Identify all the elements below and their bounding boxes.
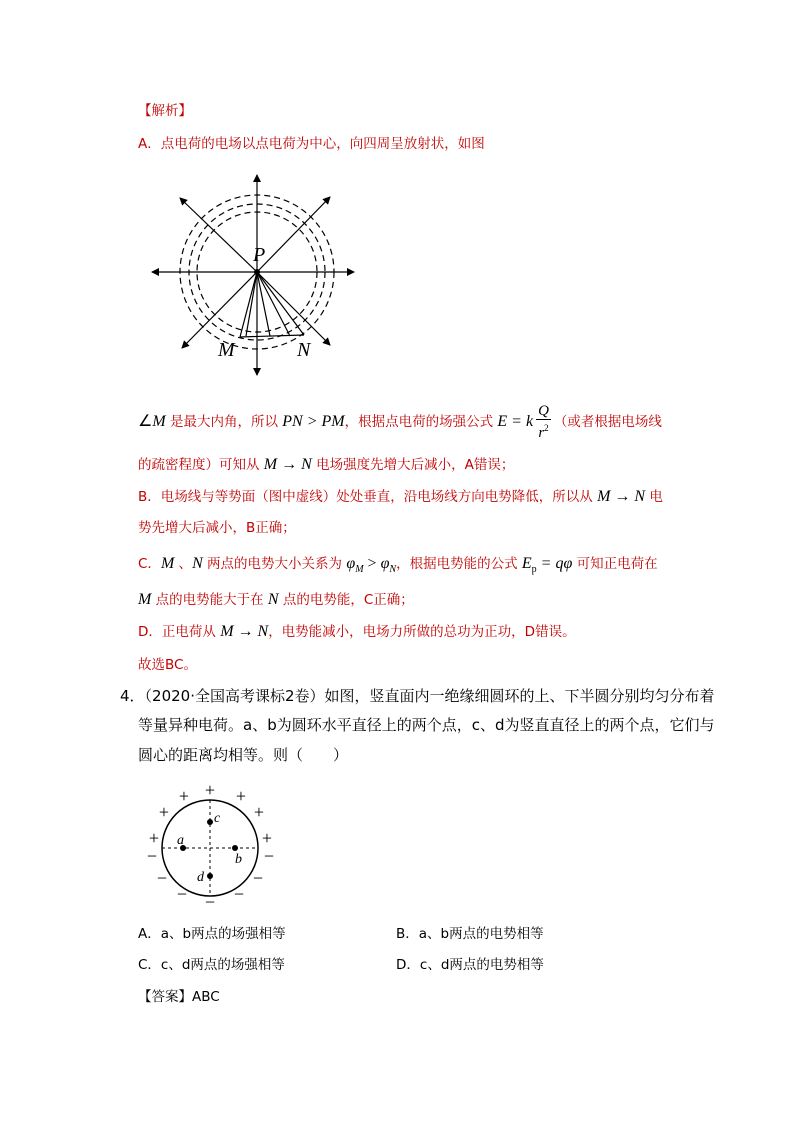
fraction-q-r2: $\frac{Q}{r^2}$: [538, 403, 549, 441]
analysis-line-1: [138, 403, 662, 441]
charged-ring-figure: [140, 780, 290, 910]
subscript-n: N: [389, 564, 397, 575]
text: B．电场线与等势面（图中虚线）处处垂直，沿电场线方向电势降低，所以从: [138, 489, 598, 505]
fraction-numerator: Q: [538, 403, 549, 419]
label-b: b: [235, 852, 242, 867]
formula-e-k: E = k: [497, 413, 534, 430]
svg-text:−: −: [204, 892, 216, 910]
text: 是最大内角，所以: [165, 414, 283, 430]
math-m: M: [138, 591, 152, 608]
svg-text:−: −: [156, 868, 168, 888]
svg-text:+: +: [261, 828, 273, 848]
math-m-to-n: M → N: [220, 623, 269, 640]
label-c: c: [214, 811, 221, 826]
text: 点的电势能大于在: [151, 592, 268, 608]
option-c-line-2: [138, 590, 414, 610]
svg-text:−: −: [146, 846, 158, 866]
subscript-p: p: [531, 564, 537, 575]
label-a: a: [177, 833, 184, 848]
math-phi-m: φ: [346, 555, 356, 572]
text: ，根据点电荷的场强公式: [344, 414, 498, 430]
math-m-to-n: M → N: [597, 488, 646, 505]
radial-field-figure: [140, 165, 370, 385]
text: 、: [174, 556, 193, 572]
point-charge-dot: [254, 269, 260, 275]
svg-text:+: +: [148, 828, 160, 848]
text: 电: [645, 489, 663, 505]
option-c: C．c、d两点的场强相等: [138, 957, 285, 973]
svg-text:−: −: [233, 884, 245, 904]
svg-text:+: +: [204, 780, 216, 800]
text: （或者根据电场线: [553, 414, 662, 430]
text: D．正电荷从: [138, 624, 221, 640]
angle-symbol: ∠: [138, 413, 153, 430]
option-d: D．c、d两点的电势相等: [396, 957, 544, 973]
math-m: M: [152, 413, 166, 430]
option-a: A．a、b两点的场强相等: [138, 926, 286, 942]
math-ep: E: [521, 555, 532, 572]
math-m: M: [160, 555, 175, 572]
math-n: N: [192, 555, 203, 572]
text: ，根据电势能的公式: [396, 556, 522, 572]
point-d: [207, 873, 213, 879]
analysis-line-2: [138, 455, 514, 475]
option-b: B．a、b两点的电势相等: [396, 926, 544, 942]
point-c: [207, 819, 213, 825]
label-d: d: [197, 870, 204, 885]
text: 点的电势能，C正确；: [278, 592, 414, 608]
option-b-line-1: [138, 487, 663, 507]
subscript-m: M: [355, 564, 364, 575]
label-n: N: [297, 339, 311, 361]
label-p: P: [253, 244, 266, 266]
text: 两点的电势大小关系为: [202, 556, 347, 572]
svg-text:−: −: [176, 884, 188, 904]
text: 可知正电荷在: [572, 556, 658, 572]
text: C．: [138, 556, 161, 572]
option-b-line-2: 势先增大后减小，B正确；: [138, 520, 296, 536]
fraction-denominator: r: [538, 425, 545, 441]
analysis-header: 【解析】: [138, 103, 192, 119]
svg-text:+: +: [253, 802, 265, 822]
math-gt: >: [363, 555, 381, 572]
svg-text:+: +: [178, 786, 190, 806]
question-4-line-3: 圆心的距离均相等。则（ ）: [138, 746, 349, 764]
option-a-intro: A．点电荷的电场以点电荷为中心，向四周呈放射状，如图: [138, 136, 485, 152]
svg-text:−: −: [263, 846, 275, 866]
math-n: N: [267, 591, 279, 608]
svg-text:−: −: [252, 868, 264, 888]
text: 的疏密程度）可知从: [138, 457, 264, 473]
question-4-line-2: 等量异种电荷。a、b为圆环水平直径上的两个点，c、d为竖直直径上的两个点，它们与: [138, 716, 715, 734]
math-q-phi: = qφ: [536, 555, 573, 572]
option-d-analysis: [138, 622, 576, 642]
answer: 【答案】ABC: [138, 989, 220, 1005]
text: 电场强度先增大后减小，A错误；: [311, 457, 515, 473]
math-phi-n: φ: [380, 555, 390, 572]
inequality-pn-pm: PN > PM: [282, 413, 345, 430]
label-m: M: [218, 339, 235, 361]
option-c-line-1: [138, 554, 658, 580]
point-b: [232, 845, 238, 851]
question-4-line-1: 4．（2020·全国高考课标2卷）如图，竖直面内一绝缘细圆环的上、下半圆分别均匀分布着: [120, 687, 715, 705]
math-m-to-n: M → N: [263, 456, 312, 473]
svg-text:+: +: [158, 802, 170, 822]
svg-text:+: +: [235, 786, 247, 806]
text: ，电势能减小，电场力所做的总功为正功，D错误。: [268, 624, 576, 640]
choose-answer: 故选BC。: [138, 657, 197, 673]
